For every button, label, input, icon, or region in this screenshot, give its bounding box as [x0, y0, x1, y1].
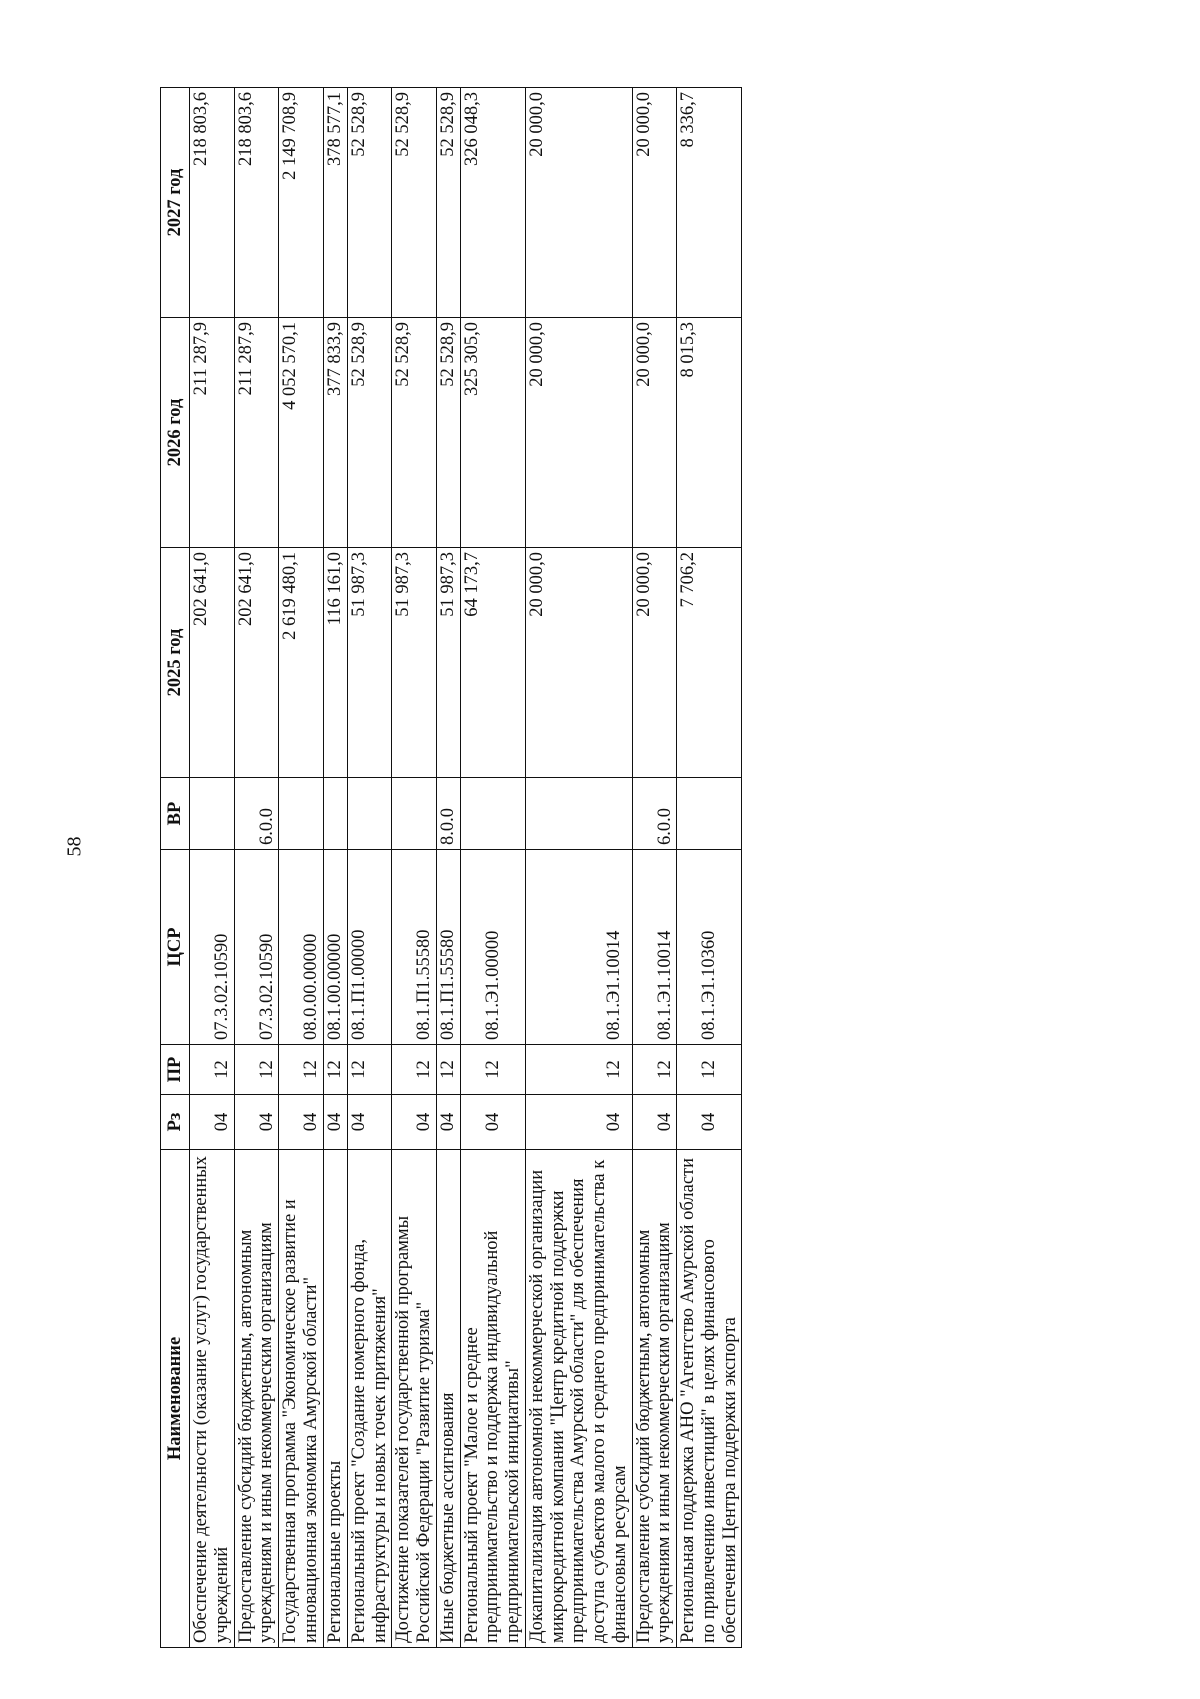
row-name: Предоставление субсидий бюджетным, автономным учреждениям и иным некоммерческим организациям: [234, 1150, 279, 1648]
row-name: Докапитализация автономной некоммерческой организации микрокредитной компании "Центр кредитной поддержки предпринимательства Амурской области" для обеспечения доступа субъектов малого и среднего предпринимательства к финансовым ресурсам: [525, 1150, 632, 1648]
column-header-pr: ПР: [161, 1045, 190, 1095]
row-2027: 8 336,7: [677, 88, 742, 318]
row-pr: 12: [324, 1045, 348, 1095]
row-rz: 04: [525, 1095, 632, 1150]
row-pr: 12: [234, 1045, 279, 1095]
row-2025: 64 173,7: [460, 548, 525, 778]
row-2026: 211 287,9: [190, 318, 235, 548]
table-row: [677, 88, 742, 1648]
row-vr: [525, 778, 632, 850]
row-name: Региональный проект "Создание номерного фонда, инфраструктуры и новых точек притяжения": [347, 1150, 391, 1648]
row-2027: 52 528,9: [347, 88, 391, 318]
row-rz: 04: [347, 1095, 391, 1150]
row-name: Предоставление субсидий бюджетным, автономным учреждениям и иным некоммерческим организациям: [632, 1150, 677, 1648]
table-row: [632, 88, 677, 1648]
row-rz: 04: [677, 1095, 742, 1150]
row-2027: 326 048,3: [460, 88, 525, 318]
row-rz: 04: [437, 1095, 461, 1150]
column-header-csr: ЦСР: [161, 850, 190, 1045]
row-2025: 20 000,0: [525, 548, 632, 778]
row-csr: 08.1.П1.00000: [347, 850, 391, 1045]
row-2025: 51 987,3: [347, 548, 391, 778]
row-2027: 2 149 708,9: [279, 88, 324, 318]
row-csr: 08.1.П1.55580: [392, 850, 437, 1045]
row-rz: 04: [190, 1095, 235, 1150]
row-2027: 52 528,9: [392, 88, 437, 318]
page-number: 58: [63, 836, 86, 857]
row-name: Региональные проекты: [324, 1150, 348, 1648]
table-header-row: [161, 88, 190, 1648]
row-2025: 51 987,3: [392, 548, 437, 778]
row-2025: 202 641,0: [234, 548, 279, 778]
row-name: Региональный проект "Малое и среднее предпринимательство и поддержка индивидуальной предпринимательской инициативы": [460, 1150, 525, 1648]
row-2026: 377 833,9: [324, 318, 348, 548]
table-row: [460, 88, 525, 1648]
row-pr: 12: [677, 1045, 742, 1095]
row-2027: 378 577,1: [324, 88, 348, 318]
row-2026: 52 528,9: [392, 318, 437, 548]
row-name: Иные бюджетные ассигнования: [437, 1150, 461, 1648]
row-vr: [279, 778, 324, 850]
row-csr: 08.1.П1.55580: [437, 850, 461, 1045]
row-2025: 7 706,2: [677, 548, 742, 778]
row-2027: 20 000,0: [632, 88, 677, 318]
row-csr: 08.1.Э1.10014: [525, 850, 632, 1045]
row-vr: 6.0.0: [632, 778, 677, 850]
row-rz: 04: [392, 1095, 437, 1150]
row-csr: 08.0.00.00000: [279, 850, 324, 1045]
column-header-name: Наименование: [161, 1150, 190, 1648]
row-rz: 04: [234, 1095, 279, 1150]
row-csr: 08.1.Э1.10360: [677, 850, 742, 1045]
row-2026: 52 528,9: [437, 318, 461, 548]
table-row: [347, 88, 391, 1648]
row-2025: 2 619 480,1: [279, 548, 324, 778]
row-vr: [677, 778, 742, 850]
row-2027: 218 803,6: [234, 88, 279, 318]
row-pr: 12: [392, 1045, 437, 1095]
column-header-2026: 2026 год: [161, 318, 190, 548]
column-header-2025: 2025 год: [161, 548, 190, 778]
row-pr: 12: [632, 1045, 677, 1095]
row-name: Достижение показателей государственной программы Российской Федерации "Развитие туризма": [392, 1150, 437, 1648]
row-vr: 6.0.0: [234, 778, 279, 850]
row-csr: 08.1.Э1.10014: [632, 850, 677, 1045]
row-2027: 218 803,6: [190, 88, 235, 318]
row-2026: 8 015,3: [677, 318, 742, 548]
column-header-rz: Рз: [161, 1095, 190, 1150]
column-header-vr: ВР: [161, 778, 190, 850]
table-row: [525, 88, 632, 1648]
row-2027: 52 528,9: [437, 88, 461, 318]
row-2026: 20 000,0: [525, 318, 632, 548]
row-pr: 12: [437, 1045, 461, 1095]
row-2025: 116 161,0: [324, 548, 348, 778]
row-pr: 12: [279, 1045, 324, 1095]
row-pr: 12: [190, 1045, 235, 1095]
row-pr: 12: [460, 1045, 525, 1095]
row-rz: 04: [632, 1095, 677, 1150]
row-2026: 52 528,9: [347, 318, 391, 548]
table-row: [437, 88, 461, 1648]
row-2026: 211 287,9: [234, 318, 279, 548]
table-row: [279, 88, 324, 1648]
row-name: Обеспечение деятельности (оказание услуг) государственных учреждений: [190, 1150, 235, 1648]
row-pr: 12: [525, 1045, 632, 1095]
table-row: [392, 88, 437, 1648]
row-name: Государственная программа "Экономическое развитие и инновационная экономика Амурской области": [279, 1150, 324, 1648]
table-row: [234, 88, 279, 1648]
row-csr: 08.1.Э1.00000: [460, 850, 525, 1045]
row-vr: [347, 778, 391, 850]
row-csr: 07.3.02.10590: [190, 850, 235, 1045]
rotated-page-content: [160, 88, 1200, 1648]
row-rz: 04: [324, 1095, 348, 1150]
row-2026: 20 000,0: [632, 318, 677, 548]
row-csr: 08.1.00.00000: [324, 850, 348, 1045]
row-vr: [190, 778, 235, 850]
row-2025: 20 000,0: [632, 548, 677, 778]
row-2025: 51 987,3: [437, 548, 461, 778]
budget-table: [160, 87, 742, 1648]
table-row: [324, 88, 348, 1648]
row-rz: 04: [460, 1095, 525, 1150]
row-vr: [460, 778, 525, 850]
column-header-2027: 2027 год: [161, 88, 190, 318]
row-vr: [324, 778, 348, 850]
row-csr: 07.3.02.10590: [234, 850, 279, 1045]
row-vr: [392, 778, 437, 850]
row-2027: 20 000,0: [525, 88, 632, 318]
row-pr: 12: [347, 1045, 391, 1095]
row-2025: 202 641,0: [190, 548, 235, 778]
row-2026: 325 305,0: [460, 318, 525, 548]
row-name: Региональная поддержка АНО "Агентство Амурской области по привлечению инвестиций" в целях финансового обеспечения Центра поддержки экспорта: [677, 1150, 742, 1648]
row-2026: 4 052 570,1: [279, 318, 324, 548]
row-rz: 04: [279, 1095, 324, 1150]
table-row: [190, 88, 235, 1648]
row-vr: 8.0.0: [437, 778, 461, 850]
